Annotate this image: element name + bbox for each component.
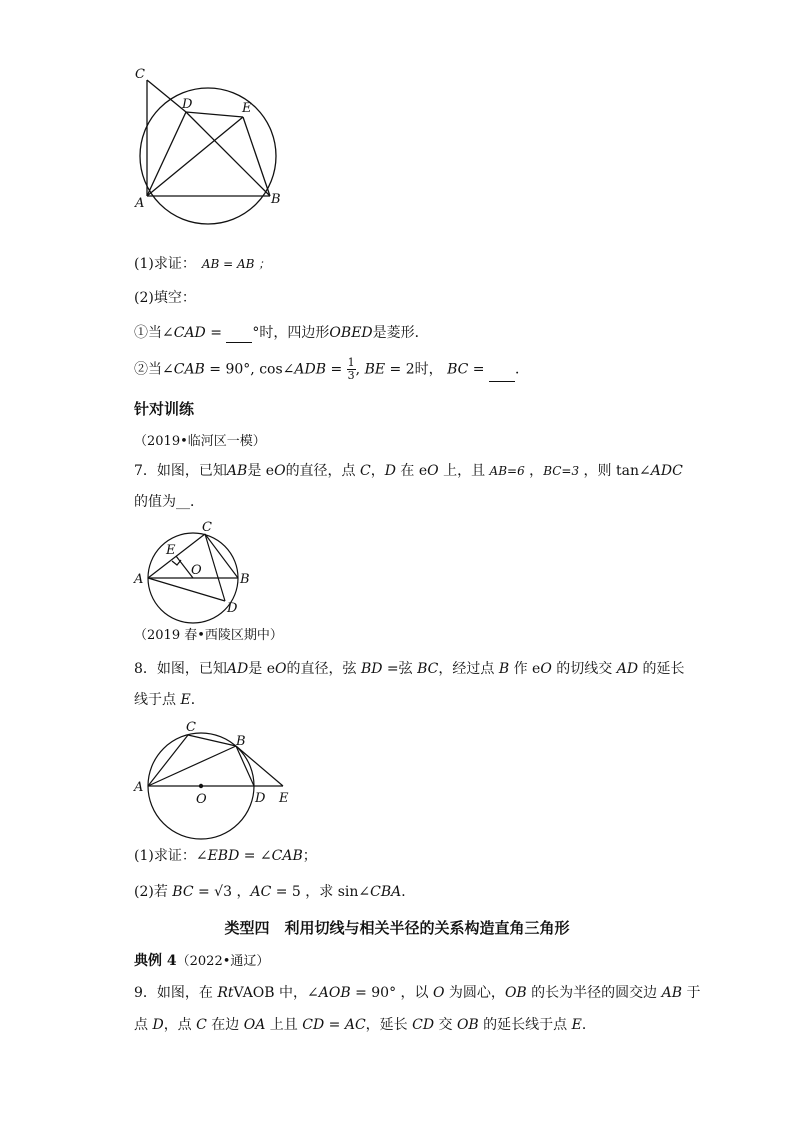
figure1-label-e: E [242, 101, 252, 116]
q9-line2: 点 D，点 C 在边 OA 上且 CD = AC，延长 CD 交 OB 的延长线于点 E． [134, 1017, 596, 1033]
q7-label-d: D [227, 601, 238, 616]
q6-part2: (2)填空： [134, 290, 196, 306]
figure1-label-d: D [182, 97, 193, 112]
q7-label-o: O [191, 563, 202, 578]
q7-label-c: C [202, 520, 212, 535]
q7-label-b: B [240, 572, 250, 587]
q8-label-o: O [196, 792, 207, 807]
q7-label-a: A [134, 572, 144, 587]
q8-label-c: C [186, 720, 196, 735]
q8-source: （2019 春•西陵区期中） [134, 628, 283, 643]
q6-part1: (1)求证： AB = AB ； [134, 256, 271, 272]
q8-line-ab [148, 746, 236, 786]
q8-label-b: B [236, 734, 246, 749]
q8-label-d: D [255, 791, 266, 806]
figure1-label-a: A [135, 196, 145, 211]
q6-sub2: ②当∠CAB = 90°, cos∠ADB = $\frac{1}{3}$ , BE = 2时， BC = ． [134, 356, 529, 382]
q6-sub1: ①当∠CAD = °时，四边形OBED是菱形． [134, 325, 429, 341]
example4-header: 典例 4（2022•通辽） [134, 953, 270, 969]
figure1-label-b: B [271, 192, 281, 207]
q8-part2: (2)若 BC = √3 ，AC = 5 ，求 sin∠CBA． [134, 884, 416, 900]
q8-part1: (1)求证：∠EBD = ∠CAB； [134, 848, 317, 864]
q8-line1: 8．如图，已知AD是 eO的直径，弦 BD =弦 BC，经过点 B 作 eO 的切线交 AD 的延长 [134, 661, 685, 677]
fraction-one-third: $\frac{1}{3}$ [347, 356, 355, 382]
q8-label-e: E [279, 791, 289, 806]
q8-label-a: A [134, 780, 144, 795]
q7-line1: 7．如图，已知AB是 eO的直径，点 C，D 在 eO 上，且 AB=6 ，BC=3 ，则 tan∠ADC [134, 463, 683, 479]
q7-label-e: E [166, 543, 176, 558]
q8-center-dot [199, 784, 203, 788]
q8-line-bd [236, 746, 254, 786]
q7-line2: 的值为__． [134, 494, 204, 510]
q7-source: （2019•临河区一模） [134, 434, 266, 449]
figure1-label-c: C [135, 67, 145, 82]
section-type4-title: 类型四 利用切线与相关半径的关系构造直角三角形 [224, 919, 570, 937]
q8-line-be [236, 746, 283, 786]
section-practice-title: 针对训练 [134, 400, 195, 418]
q8-line2: 线于点 E． [134, 692, 205, 708]
q9-line1: 9．如图，在 RtVAOB 中，∠AOB = 90° ，以 O 为圆心，OB 的长为半径的圆交边 AB 于 [134, 985, 701, 1001]
